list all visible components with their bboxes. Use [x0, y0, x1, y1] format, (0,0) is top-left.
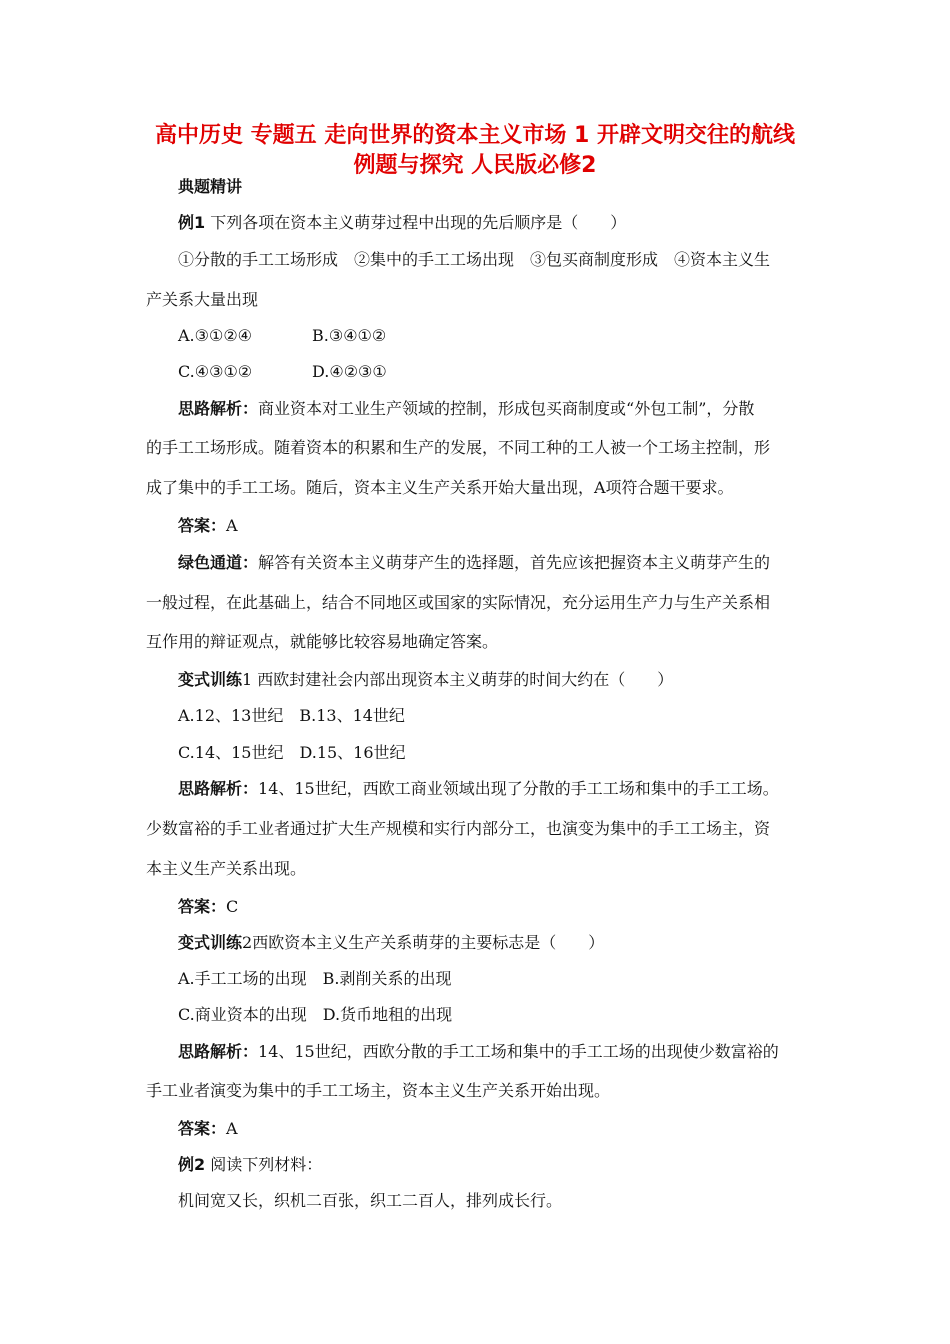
example1-green-line2: 一般过程，在此基础上，结合不同地区或国家的实际情况，充分运用生产力与生产关系相 [146, 593, 771, 612]
analysis-text: 14、15世纪，西欧工商业领域出现了分散的手工工场和集中的手工工场。 [258, 779, 779, 798]
example1-green-line3: 互作用的辩证观点，就能够比较容易地确定答案。 [146, 632, 499, 651]
analysis-label: 思路解析： [178, 1042, 259, 1061]
variant2-question-text: 2西欧资本主义生产关系萌芽的主要标志是（ ） [242, 933, 605, 952]
answer-label: 答案： [178, 516, 227, 535]
example1-answer [178, 515, 238, 537]
example1-question [178, 212, 626, 234]
variant2-label: 变式训练 [178, 933, 243, 952]
option-b: B.③④①② [312, 326, 387, 345]
analysis-text: 14、15世纪，西欧分散的手工工场和集中的手工工场的出现使少数富裕的 [258, 1042, 779, 1061]
variant1-options-row2: C.14、15世纪 D.15、16世纪 [178, 743, 406, 762]
variant1-answer [178, 896, 238, 918]
example2-material-line1: 机间宽又长，织机二百张，织工二百人，排列成长行。 [178, 1191, 563, 1210]
example2-label: 例2 [178, 1155, 206, 1174]
variant1-analysis-line2: 少数富裕的手工业者通过扩大生产规模和实行内部分工，也演变为集中的手工工场主，资 [146, 819, 771, 838]
variant2-options-row2: C.商业资本的出现 D.货币地租的出现 [178, 1005, 453, 1024]
example1-question-text: 下列各项在资本主义萌芽过程中出现的先后顺序是（ ） [205, 213, 627, 232]
example2-question [178, 1154, 322, 1176]
document-title-line1: 高中历史 专题五 走向世界的资本主义市场 1 开辟文明交往的航线 [155, 123, 795, 148]
variant1-analysis-line1 [178, 778, 779, 800]
variant2-analysis-line1 [178, 1041, 779, 1063]
example1-options-row2 [178, 361, 387, 383]
example1-options-row1 [178, 325, 386, 347]
analysis-text: 商业资本对工业生产领域的控制，形成包买商制度或“外包工制”，分散 [258, 399, 755, 418]
analysis-label: 思路解析： [178, 779, 259, 798]
variant1-label: 变式训练 [178, 670, 243, 689]
green-channel-label: 绿色通道： [178, 553, 259, 572]
example1-green-line1 [178, 552, 770, 574]
example1-items-line1: ①分散的手工工场形成 ②集中的手工工场出现 ③包买商制度形成 ④资本主义生 [178, 250, 771, 269]
example1-analysis-line3: 成了集中的手工工场。随后，资本主义生产关系开始大量出现，A项符合题干要求。 [146, 478, 734, 497]
variant1-question [178, 669, 673, 691]
example1-label: 例1 [178, 213, 206, 232]
document-title-line2: 例题与探究 人民版必修2 [353, 153, 597, 178]
variant2-analysis-line2: 手工业者演变为集中的手工工场主，资本主义生产关系开始出现。 [146, 1081, 611, 1100]
example1-analysis-line2: 的手工工场形成。随着资本的积累和生产的发展，不同工种的工人被一个工场主控制，形 [146, 438, 771, 457]
answer-value: C [226, 897, 239, 916]
answer-label: 答案： [178, 897, 227, 916]
answer-value: A [226, 516, 238, 535]
option-a: A.③①②④ [178, 326, 253, 345]
answer-value: A [226, 1119, 238, 1138]
example1-items-line2: 产关系大量出现 [146, 290, 259, 309]
example1-analysis-line1 [178, 398, 754, 420]
green-channel-text: 解答有关资本主义萌芽产生的选择题，首先应该把握资本主义萌芽产生的 [258, 553, 771, 572]
option-c: C.④③①② [178, 362, 253, 381]
variant1-analysis-line3: 本主义生产关系出现。 [146, 859, 307, 878]
option-d: D.④②③① [312, 362, 387, 381]
analysis-label: 思路解析： [178, 399, 259, 418]
example2-question-text: 阅读下列材料： [205, 1155, 323, 1174]
answer-label: 答案： [178, 1119, 227, 1138]
variant1-options-row1: A.12、13世纪 B.13、14世纪 [178, 706, 405, 725]
variant2-answer [178, 1118, 238, 1140]
variant2-options-row1: A.手工工场的出现 B.剥削关系的出现 [178, 969, 452, 988]
variant1-question-text: 1 西欧封建社会内部出现资本主义萌芽的时间大约在（ ） [242, 670, 674, 689]
section-heading: 典题精讲 [178, 177, 243, 196]
variant2-question [178, 932, 604, 954]
